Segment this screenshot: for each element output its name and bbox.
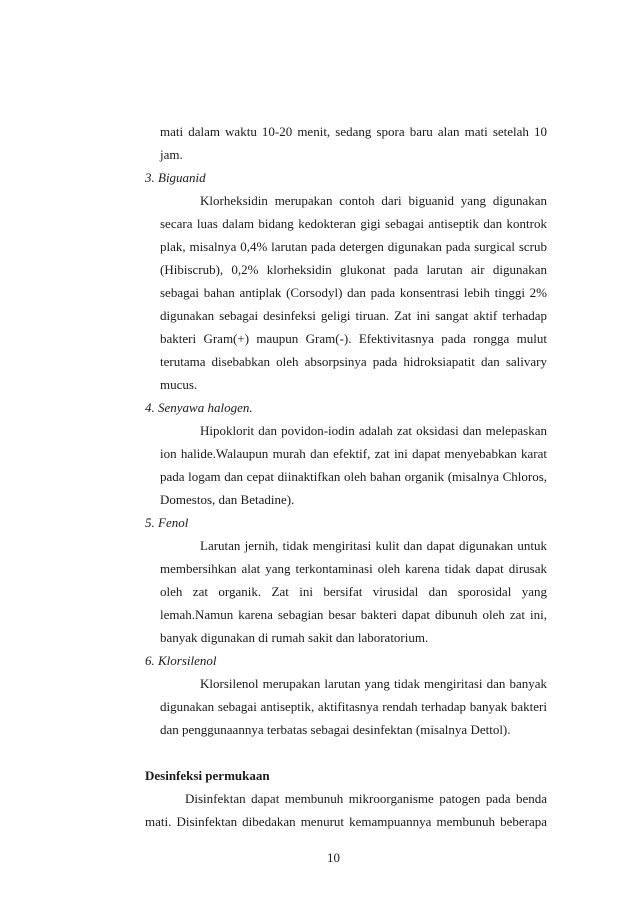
body-line: Disinfektan dapat membunuh mikroorganisme patogen pada benda [185, 791, 547, 806]
list-item-heading-senyawa-halogen: 4. Senyawa halogen. [145, 400, 253, 415]
body-line: pada logam dan cepat diinaktifkan oleh bahan organik (misalnya Chloros, [160, 469, 547, 484]
section-title: Desinfeksi permukaan [145, 768, 270, 783]
body-line: Klorsilenol merupakan larutan yang tidak mengiritasi dan banyak [200, 676, 547, 691]
body-line: Domestos, dan Betadine). [160, 492, 295, 507]
body-line: mucus. [160, 377, 198, 392]
body-line: digunakan sebagai desinfeksi geligi tiruan. Zat ini sangat aktif terhadap [160, 308, 547, 323]
body-line: Klorheksidin merupakan contoh dari biguanid yang digunakan [200, 193, 547, 208]
body-line: banyak digunakan di rumah sakit dan laboratorium. [160, 630, 429, 645]
body-line: oleh zat organik. Zat ini bersifat virusidal dan sporosidal yang [160, 584, 547, 599]
body-line: digunakan sebagai antiseptik, aktifitasnya rendah terhadap banyak bakteri [160, 699, 547, 714]
body-line: jam. [160, 147, 183, 162]
list-item-heading-fenol: 5. Fenol [145, 515, 189, 530]
body-line: sebagai bahan antiplak (Corsodyl) dan pada konsentrasi lebih tinggi 2% [160, 285, 547, 300]
body-line: Larutan jernih, tidak mengiritasi kulit dan dapat digunakan untuk [200, 538, 547, 553]
body-line: ion halide.Walaupun murah dan efektif, zat ini dapat menyebabkan karat [160, 446, 547, 461]
body-line: plak, misalnya 0,4% larutan pada detergen digunakan pada surgical scrub [160, 239, 547, 254]
page-number: 10 [327, 850, 340, 865]
body-line: secara luas dalam bidang kedokteran gigi sebagai antiseptik dan kontrok [160, 216, 547, 231]
list-item-heading-biguanid: 3. Biguanid [145, 170, 206, 185]
body-line: Hipoklorit dan povidon-iodin adalah zat oksidasi dan melepaskan [200, 423, 547, 438]
body-line: (Hibiscrub), 0,2% klorheksidin glukonat pada larutan air digunakan [160, 262, 547, 277]
body-line: bakteri Gram(+) maupun Gram(-). Efektivitasnya pada rongga mulut [160, 331, 547, 346]
body-line: mati dalam waktu 10-20 menit, sedang spora baru alan mati setelah 10 [160, 124, 547, 139]
body-line: mati. Disinfektan dibedakan menurut kemampuannya membunuh beberapa [145, 814, 547, 829]
list-item-heading-klorsilenol: 6. Klorsilenol [145, 653, 217, 668]
body-line: terutama disebabkan oleh absorpsinya pada hidroksiapatit dan salivary [160, 354, 547, 369]
body-line: membersihkan alat yang terkontaminasi oleh karena tidak dapat dirusak [160, 561, 547, 576]
body-line: dan penggunaannya terbatas sebagai desinfektan (misalnya Dettol). [160, 722, 511, 737]
body-line: lemah.Namun karena sebagian besar bakteri dapat dibunuh oleh zat ini, [160, 607, 547, 622]
